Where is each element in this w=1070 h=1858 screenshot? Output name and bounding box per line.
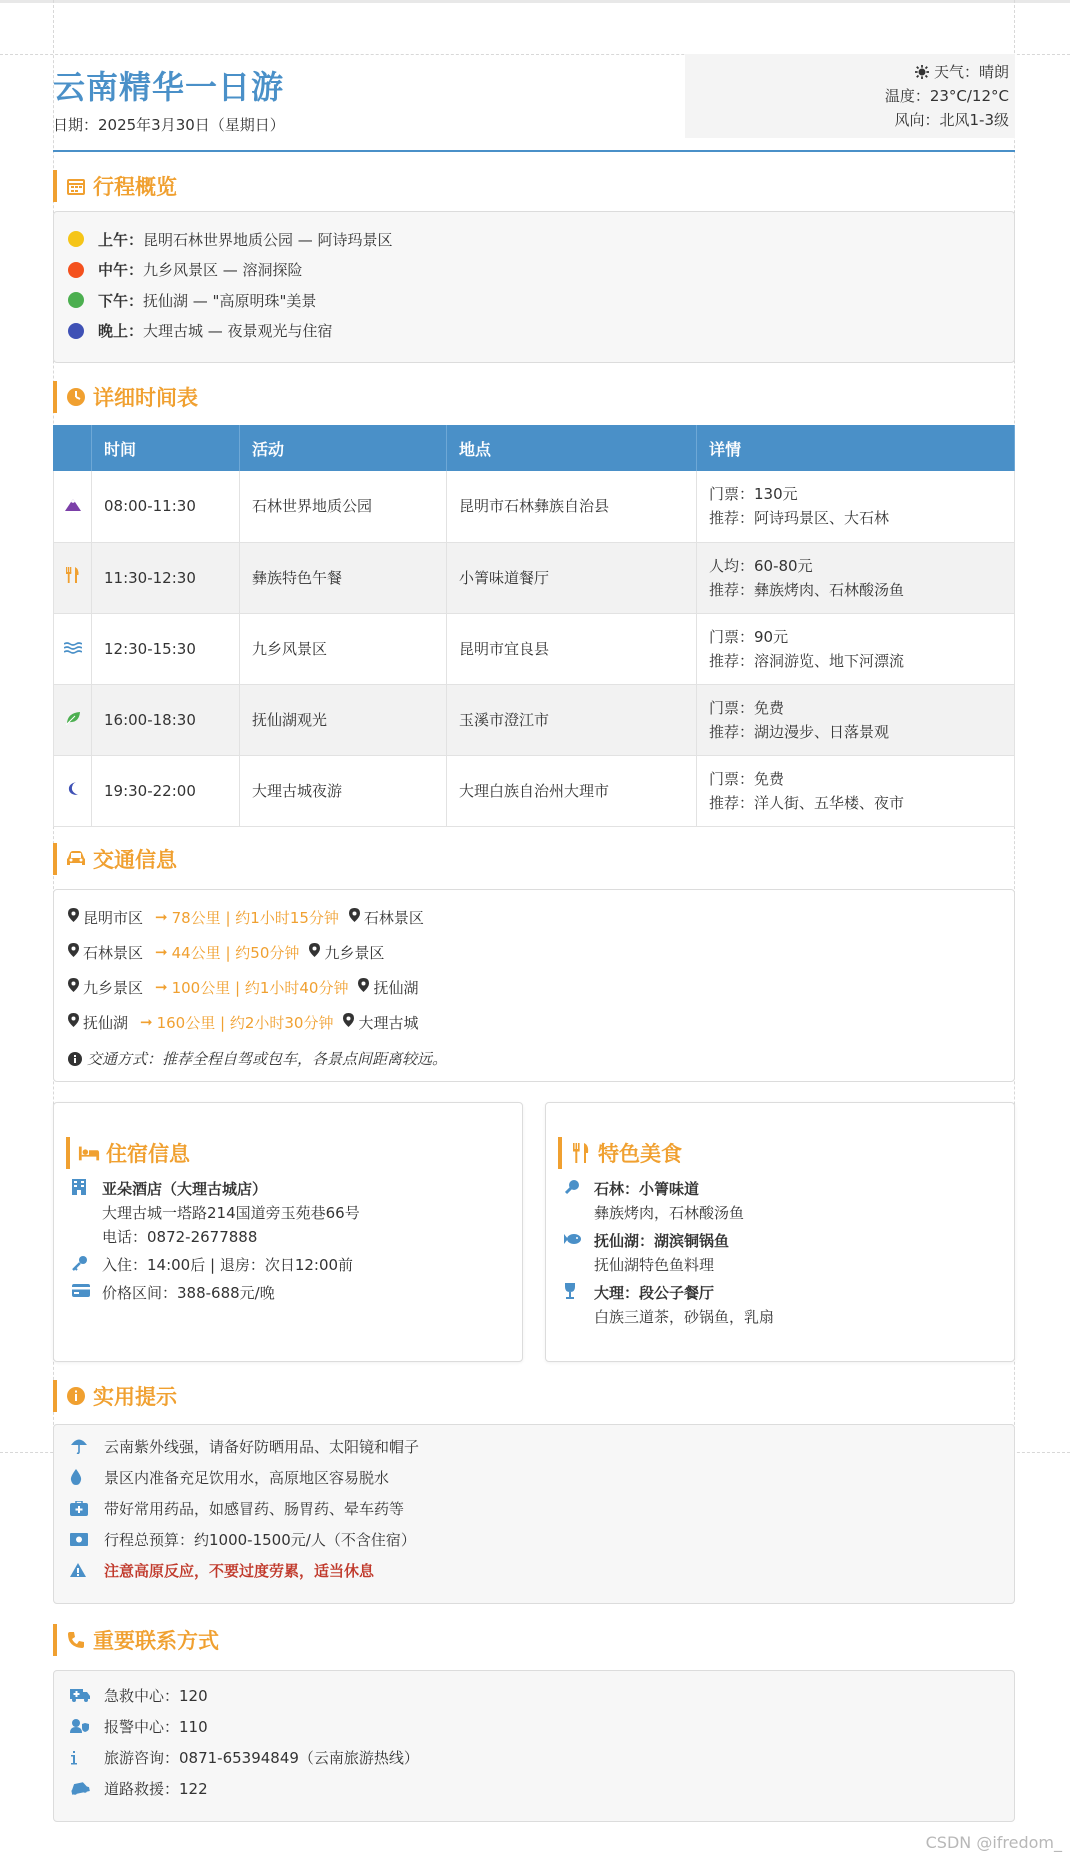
time-cell: 08:00-11:30 (92, 471, 240, 542)
schedule-heading (53, 381, 1015, 413)
tips-heading-text: 实用提示 (93, 1384, 177, 1409)
overview-heading (53, 170, 1015, 202)
route-from: 石林景区 (83, 943, 144, 962)
contact-text: 急救中心：120 (104, 1686, 208, 1705)
info-circle-icon (65, 1385, 87, 1407)
column-header-detail: 详情 (697, 425, 1015, 471)
food-title: 石林：小箐味道 (594, 1179, 700, 1198)
place-cell: 昆明市宜良县 (447, 613, 697, 684)
food-item (558, 1229, 1014, 1277)
food-heading-text: 特色美食 (598, 1141, 682, 1166)
period-text: 抚仙湖 — "高原明珠"美景 (143, 291, 317, 310)
activity-cell: 彝族特色午餐 (240, 542, 447, 613)
period-text: 昆明石林世界地质公园 — 阿诗玛景区 (143, 230, 393, 249)
route-from: 昆明市区 (83, 908, 144, 927)
utensils-icon (66, 569, 80, 587)
tip-text: 景区内准备充足饮用水，高原地区容易脱水 (104, 1468, 390, 1487)
water-icon (64, 640, 82, 658)
route-from: 九乡景区 (83, 978, 144, 997)
weather-line (685, 60, 1009, 84)
tip-text: 云南紫外线强，请备好防晒用品、太阳镜和帽子 (104, 1437, 420, 1456)
food-item (558, 1177, 1014, 1225)
detail-line: 推荐：彝族烤肉、石林酸汤鱼 (709, 580, 905, 599)
table-row (54, 755, 1015, 826)
weather-box (685, 54, 1015, 138)
column-header-time: 时间 (92, 425, 240, 471)
route-item (68, 1005, 1014, 1040)
page-header (53, 54, 1015, 152)
period-dot (68, 231, 84, 247)
table-row (54, 613, 1015, 684)
route-to: 大理古城 (358, 1013, 419, 1032)
clock-icon (65, 386, 87, 408)
tip-item (70, 1524, 1014, 1555)
tip-text: 带好常用药品，如感冒药、肠胃药、晕车药等 (104, 1499, 405, 1518)
route-item (68, 935, 1014, 970)
leaf-icon (65, 711, 81, 729)
contact-item (70, 1742, 1014, 1773)
tip-item (70, 1462, 1014, 1493)
watermark: CSDN @ifredom_ (925, 1833, 1062, 1852)
overview-panel (53, 211, 1015, 363)
contact-text: 道路救援：122 (104, 1779, 208, 1798)
activity-cell: 抚仙湖观光 (240, 684, 447, 755)
detail-line: 人均：60-80元 (709, 556, 813, 575)
time-cell: 11:30-12:30 (92, 542, 240, 613)
key-icon (72, 1253, 102, 1277)
transport-heading-text: 交通信息 (93, 847, 177, 872)
route-to: 九乡景区 (324, 943, 385, 962)
contacts-heading-text: 重要联系方式 (93, 1628, 219, 1653)
food-item (558, 1281, 1014, 1329)
detail-line: 推荐：洋人街、五华楼、夜市 (709, 793, 905, 812)
checkin-item (66, 1253, 522, 1277)
place-cell: 大理白族自治州大理市 (447, 755, 697, 826)
contact-item (70, 1773, 1014, 1804)
detail-line: 门票：90元 (709, 627, 789, 646)
table-row (54, 684, 1015, 755)
table-row (54, 471, 1015, 542)
wine-glass-icon (564, 1281, 594, 1329)
period-text: 九乡风景区 — 溶洞探险 (143, 261, 303, 280)
overview-item (68, 285, 1014, 316)
map-pin-icon (68, 978, 79, 996)
food-desc: 白族三道茶，砂锅鱼，乳扇 (594, 1307, 775, 1326)
tip-item-warning (70, 1555, 1014, 1586)
detail-line: 门票：免费 (709, 698, 785, 717)
calendar-icon (65, 175, 87, 197)
money-icon (70, 1533, 104, 1546)
arrow-right-icon: ➞ (140, 1013, 153, 1031)
detail-cell (697, 684, 1015, 755)
detail-line: 门票：130元 (709, 485, 798, 504)
contacts-heading (53, 1624, 1015, 1656)
overview-heading-text: 行程概览 (93, 175, 177, 199)
tip-text: 行程总预算：约1000-1500元/人（不含住宿） (104, 1530, 416, 1549)
arrow-right-icon: ➞ (155, 978, 168, 996)
activity-cell: 九乡风景区 (240, 613, 447, 684)
sun-icon (915, 65, 929, 79)
detail-cell (697, 755, 1015, 826)
itinerary-page (53, 54, 1015, 1822)
credit-card-icon (72, 1281, 102, 1305)
mountain-icon (65, 497, 81, 515)
activity-cell: 石林世界地质公园 (240, 471, 447, 542)
detail-line: 推荐：湖边漫步、日落景观 (709, 722, 890, 741)
price-text: 价格区间：388-688元/晚 (102, 1283, 275, 1302)
detail-cell (697, 613, 1015, 684)
overview-item (68, 255, 1014, 286)
moon-icon (67, 782, 79, 800)
route-distance: 44公里 | 约50分钟 (171, 943, 300, 962)
umbrella-icon (70, 1438, 104, 1454)
weather-text: 天气：晴朗 (933, 63, 1009, 81)
period-dot (68, 292, 84, 308)
route-distance: 160公里 | 约2小时30分钟 (156, 1013, 334, 1032)
trip-date: 日期：2025年3月30日（星期日） (53, 116, 285, 134)
contact-item (70, 1680, 1014, 1711)
period-label: 下午： (98, 291, 144, 310)
building-icon (72, 1177, 102, 1249)
lodging-heading (66, 1137, 522, 1169)
police-icon (70, 1719, 104, 1733)
detail-cell (697, 542, 1015, 613)
place-cell: 小箐味道餐厅 (447, 542, 697, 613)
water-drop-icon (70, 1469, 104, 1485)
overview-item (68, 316, 1014, 347)
detail-line: 推荐：阿诗玛景区、大石林 (709, 509, 890, 528)
fish-icon (564, 1229, 594, 1277)
checkin-text: 入住：14:00后 | 退房：次日12:00前 (102, 1255, 354, 1274)
period-label: 晚上： (98, 322, 144, 341)
time-cell: 16:00-18:30 (92, 684, 240, 755)
warning-icon (70, 1563, 104, 1577)
map-pin-icon (68, 1013, 79, 1031)
place-cell: 昆明市石林彝族自治县 (447, 471, 697, 542)
tip-item (70, 1431, 1014, 1462)
map-pin-icon (349, 908, 360, 926)
contact-text: 报警中心：110 (104, 1717, 208, 1736)
map-pin-icon (343, 1013, 354, 1031)
car-crash-icon (70, 1781, 104, 1795)
lodging-card (53, 1102, 523, 1362)
wind-text: 风向：北风1-3级 (894, 111, 1009, 129)
food-desc: 彝族烤肉，石林酸汤鱼 (594, 1203, 745, 1222)
lodging-heading-text: 住宿信息 (106, 1141, 190, 1166)
column-header-activity: 活动 (240, 425, 447, 471)
tips-panel (53, 1424, 1015, 1604)
food-title: 抚仙湖：湖滨铜锅鱼 (594, 1231, 730, 1250)
contacts-panel (53, 1670, 1015, 1822)
contact-text: 旅游咨询：0871-65394849（云南旅游热线） (104, 1748, 419, 1767)
row-icon-cell (54, 471, 92, 542)
temperature-text: 温度：23°C/12°C (884, 87, 1009, 105)
icon-column-header (54, 425, 92, 471)
transport-note-text: 交通方式：推荐全程自驾或包车，各景点间距离较远。 (87, 1050, 448, 1068)
time-cell: 19:30-22:00 (92, 755, 240, 826)
utensils-icon (570, 1142, 592, 1164)
info-icon (68, 1052, 82, 1066)
info-small-icon (70, 1749, 104, 1765)
route-to: 抚仙湖 (373, 978, 419, 997)
route-item (68, 970, 1014, 1005)
arrow-right-icon: ➞ (155, 908, 168, 926)
car-icon (65, 848, 87, 870)
map-pin-icon (68, 943, 79, 961)
food-card (545, 1102, 1015, 1362)
food-heading (558, 1137, 1014, 1169)
info-cards (53, 1102, 1015, 1362)
transport-heading (53, 843, 1015, 875)
table-header-row (54, 425, 1015, 471)
warning-text: 注意高原反应，不要过度劳累，适当休息 (104, 1561, 375, 1580)
food-title: 大理：段公子餐厅 (594, 1283, 715, 1302)
first-aid-icon (70, 1501, 104, 1516)
route-distance: 100公里 | 约1小时40分钟 (171, 978, 349, 997)
transport-note (54, 1040, 1014, 1078)
page-title: 云南精华一日游 (53, 68, 285, 106)
column-header-place: 地点 (447, 425, 697, 471)
drumstick-icon (564, 1177, 594, 1225)
hotel-name: 亚朵酒店（大理古城店） (102, 1179, 268, 1198)
overview-item (68, 224, 1014, 255)
period-dot (68, 323, 84, 339)
period-text: 大理古城 — 夜景观光与住宿 (143, 322, 333, 341)
schedule-heading-text: 详细时间表 (93, 386, 198, 410)
tips-heading (53, 1380, 1015, 1412)
route-distance: 78公里 | 约1小时15分钟 (171, 908, 339, 927)
time-cell: 12:30-15:30 (92, 613, 240, 684)
top-rule (0, 0, 1070, 3)
contact-item (70, 1711, 1014, 1742)
phone-icon (65, 1629, 87, 1651)
period-label: 上午： (98, 230, 144, 249)
price-item (66, 1281, 522, 1305)
map-pin-icon (358, 978, 369, 996)
tip-item (70, 1493, 1014, 1524)
place-cell: 玉溪市澄江市 (447, 684, 697, 755)
hotel-phone: 电话：0872-2677888 (102, 1227, 258, 1246)
row-icon-cell (54, 542, 92, 613)
route-from: 抚仙湖 (83, 1013, 129, 1032)
ambulance-icon (70, 1688, 104, 1702)
bed-icon (78, 1142, 100, 1164)
row-icon-cell (54, 684, 92, 755)
activity-cell: 大理古城夜游 (240, 755, 447, 826)
route-to: 石林景区 (363, 908, 424, 927)
hotel-item (66, 1177, 522, 1249)
route-item (68, 900, 1014, 935)
detail-line: 推荐：溶洞游览、地下河漂流 (709, 651, 905, 670)
period-label: 中午： (98, 261, 144, 280)
transport-panel (53, 889, 1015, 1082)
schedule-table (53, 425, 1015, 827)
detail-cell (697, 471, 1015, 542)
table-row (54, 542, 1015, 613)
row-icon-cell (54, 755, 92, 826)
map-pin-icon (68, 908, 79, 926)
detail-line: 门票：免费 (709, 769, 785, 788)
arrow-right-icon: ➞ (155, 943, 168, 961)
map-pin-icon (309, 943, 320, 961)
food-desc: 抚仙湖特色鱼料理 (594, 1255, 715, 1274)
row-icon-cell (54, 613, 92, 684)
hotel-address: 大理古城一塔路214国道旁玉苑巷66号 (102, 1203, 360, 1222)
period-dot (68, 262, 84, 278)
